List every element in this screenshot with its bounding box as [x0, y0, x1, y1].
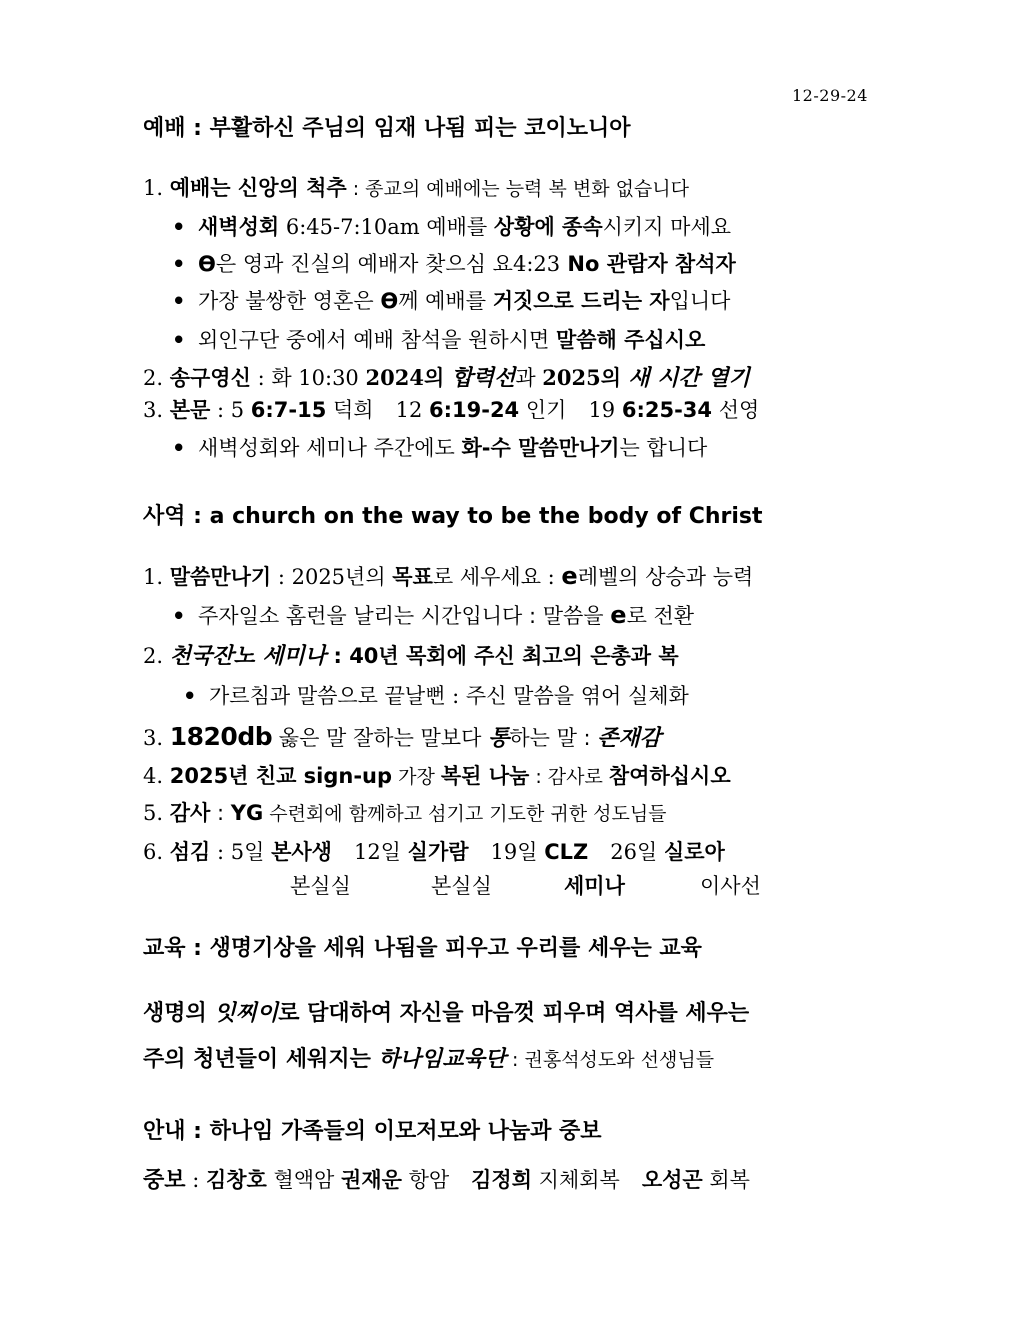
- edu-script: 하나임교육단: [378, 1047, 507, 1072]
- item-text: 하는 말 :: [509, 726, 598, 750]
- worship-bullet-3: [172, 287, 730, 315]
- serving-date: 12일: [353, 840, 401, 864]
- worship-item-3: [143, 396, 759, 424]
- item-strong: 참여하십시오: [608, 764, 731, 788]
- serving-sub-1: 본실실: [290, 874, 351, 898]
- item-title: 섬김: [169, 840, 211, 864]
- worship-bullet-5: [172, 434, 707, 462]
- serving-date: 5일: [230, 840, 265, 864]
- worship-bullet-2: [172, 250, 736, 278]
- item-text: : 감사로: [529, 766, 609, 788]
- ministry-item-3: [143, 723, 661, 753]
- bullet-text: 6:45-7:10am 예배를: [279, 215, 494, 239]
- bullet-strong: 상황에 종속: [493, 215, 603, 239]
- edu-text: 생명의: [143, 1001, 215, 1026]
- serving-name: 본사생: [271, 840, 332, 864]
- bullet-dot: •: [172, 328, 186, 352]
- ministry-bullet-1: [172, 601, 694, 630]
- edu-text: 로 담대하여 자신을 마음껏 피우며 역사를 세우는: [278, 1001, 750, 1026]
- scripture-ref: 6:25-34: [621, 398, 713, 422]
- bullet-text: 는 합니다: [619, 436, 708, 460]
- item-title: 송구영신: [169, 366, 251, 390]
- e-symbol: e: [610, 601, 627, 629]
- bullet-dot: •: [172, 215, 186, 239]
- item-text: 의: [600, 366, 629, 390]
- bullet-text: 주자일소 홈런을 날리는 시간입니다 : 말씀을: [198, 604, 611, 628]
- theta-symbol: ϴ: [380, 289, 399, 313]
- item-strong: 목표: [392, 565, 433, 589]
- item-text: :: [210, 840, 231, 864]
- item-text: 수련회에 함께하고 섬기고 기도한 귀한 성도님들: [263, 803, 667, 825]
- item-text: : 종교의 예배에는 능력 복 변화 없습니다: [346, 178, 689, 200]
- bullet-text: 요4:23: [492, 252, 561, 276]
- education-heading: 교육 : 생명기상을 세워 나됨을 피우고 우리를 세우는 교육: [143, 936, 702, 961]
- serving-name: 실로아: [663, 840, 725, 864]
- scripture-ref: 6:7-15: [250, 398, 327, 422]
- bullet-text: 입니다: [669, 289, 731, 313]
- education-line-2: [143, 1045, 714, 1074]
- prayer-name: 김창호: [205, 1168, 267, 1192]
- bullet-strong: No 관람자 참석자: [560, 252, 736, 276]
- prayer-line: [143, 1166, 750, 1195]
- item-text: : 40년 목회에 주신 최고의 은총과 복: [326, 644, 679, 668]
- item-text: 옳은 말 잘하는 말보다: [272, 726, 489, 750]
- ministry-item-4: [143, 762, 731, 791]
- serving-name: 실가람: [407, 840, 469, 864]
- item-text: 인기: [519, 398, 567, 422]
- bullet-strong: 거짓으로 드리는 자: [492, 289, 670, 313]
- ministry-heading: 사역 : a church on the way to be the body of Christ: [143, 504, 763, 529]
- item-script: 새 시간 열기: [628, 366, 750, 391]
- bullet-text: 외인구단 중에서 예배 참석을 원하시면: [198, 328, 556, 352]
- item-text: 과: [515, 366, 543, 390]
- bullet-text: 주신 말씀을 엮어 실체화: [465, 684, 689, 708]
- ministry-item-2: [143, 642, 679, 671]
- worship-bullet-4: [172, 326, 705, 354]
- item-number: 2.: [143, 644, 164, 668]
- bullet-text: 새벽성회와 세미나 주간에도: [198, 436, 462, 460]
- serving-date: 26일: [610, 840, 658, 864]
- prayer-condition: 항암: [401, 1168, 450, 1192]
- date: 12-29-24: [792, 86, 868, 105]
- serving-date: 19일: [490, 840, 538, 864]
- item-number: 4.: [143, 764, 164, 788]
- item-strong: YG: [230, 801, 264, 825]
- worship-item-2: [143, 364, 750, 393]
- item-title: 말씀만나기: [169, 565, 272, 589]
- item-title: 본문: [169, 398, 211, 422]
- notice-heading: 안내 : 하나임 가족들의 이모저모와 나눔과 중보: [143, 1119, 602, 1144]
- bullet-text: 가르침과 말씀으로 끝날뻔 :: [209, 684, 466, 708]
- prayer-condition: 지체회복: [532, 1168, 620, 1192]
- edu-text: : 권홍석성도와 선생님들: [506, 1049, 715, 1071]
- item-text: 의: [423, 366, 452, 390]
- bullet-text: 께 예배를: [398, 289, 493, 313]
- bullet-dot: •: [172, 436, 186, 460]
- prayer-condition: 회복: [702, 1168, 750, 1192]
- worship-item-1: [143, 174, 689, 203]
- item-script: 합력선: [451, 366, 516, 391]
- item-script: 존재감: [597, 726, 662, 751]
- bullet-text: 가장 불쌍한 영혼은: [198, 289, 381, 313]
- bullet-dot: •: [172, 252, 186, 276]
- item-text: 가장: [392, 766, 441, 788]
- prayer-name: 김정희: [471, 1168, 532, 1192]
- education-line-1: [143, 1000, 749, 1028]
- e-symbol: e: [561, 562, 578, 590]
- theta-symbol: ϴ: [198, 252, 216, 276]
- ministry-item-6: [143, 838, 725, 866]
- worship-heading: 예배 : 부활하신 주님의 임재 나됨 피는 코이노니아: [143, 116, 631, 141]
- serving-name: CLZ: [544, 840, 589, 864]
- prayer-condition: 혈액암: [266, 1168, 342, 1192]
- item-text: 2024: [365, 365, 424, 390]
- item-number: 5.: [143, 801, 164, 825]
- item-title: 천국잔노 세미나: [169, 644, 327, 669]
- item-text: :: [210, 801, 231, 825]
- item-script: 통: [488, 726, 510, 751]
- item-text: 2025: [542, 365, 601, 390]
- bullet-dot: •: [172, 289, 186, 313]
- bullet-text: 은 영과 진실의 예배자 찾으심: [215, 252, 493, 276]
- bullet-strong: 새벽성회: [198, 215, 280, 239]
- edu-text: 주의 청년들이 세워지는: [143, 1047, 379, 1072]
- prayer-title: 중보: [143, 1168, 186, 1193]
- bullet-strong: 화-수 말씀만나기: [461, 436, 620, 460]
- serving-sub-2: 본실실: [431, 874, 492, 898]
- bullet-text: 로 전환: [626, 604, 695, 628]
- prayer-sep: :: [185, 1168, 206, 1192]
- item-text: 19: [588, 398, 622, 422]
- item-number: 2.: [143, 366, 164, 390]
- edu-script: 잇찌이: [214, 1001, 279, 1026]
- prayer-name: 오성곤: [641, 1168, 703, 1192]
- item-number: 3.: [143, 726, 164, 750]
- item-text: 선영: [712, 398, 760, 422]
- bullet-dot: •: [172, 604, 186, 628]
- bullet-text: 시키지 마세요: [602, 215, 732, 239]
- item-number: 1.: [143, 565, 164, 589]
- item-title: 감사: [169, 801, 211, 825]
- item-title: 2025년 친교 sign-up: [169, 764, 393, 788]
- item-text: 12: [395, 398, 429, 422]
- ministry-bullet-2: [183, 682, 689, 710]
- prayer-name: 권재운: [341, 1168, 402, 1192]
- item-number: 6.: [143, 840, 164, 864]
- scripture-ref: 6:19-24: [429, 398, 520, 422]
- item-number: 3.: [143, 398, 164, 422]
- item-text: 덕희: [326, 398, 374, 422]
- item-number: 1.: [143, 176, 164, 200]
- ministry-item-5: [143, 799, 667, 828]
- item-text: : 5: [210, 398, 251, 422]
- item-title: 예배는 신앙의 척추: [169, 176, 347, 200]
- item-text: : 2025년의: [271, 565, 393, 589]
- logo-1820db: 1820db: [169, 722, 273, 751]
- serving-sub-4: 이사선: [700, 874, 761, 898]
- item-text: : 화 10:30: [250, 366, 366, 390]
- serving-sub-3: 세미나: [564, 874, 625, 898]
- bullet-dot: •: [183, 684, 197, 708]
- worship-bullet-1: [172, 213, 731, 241]
- item-strong: 복된 나눔: [440, 764, 530, 788]
- ministry-item-1: [143, 562, 753, 591]
- item-text: 레벨의 상승과 능력: [577, 565, 754, 589]
- item-text: 로 세우세요 :: [432, 565, 562, 589]
- bullet-strong: 말씀해 주십시오: [555, 328, 706, 352]
